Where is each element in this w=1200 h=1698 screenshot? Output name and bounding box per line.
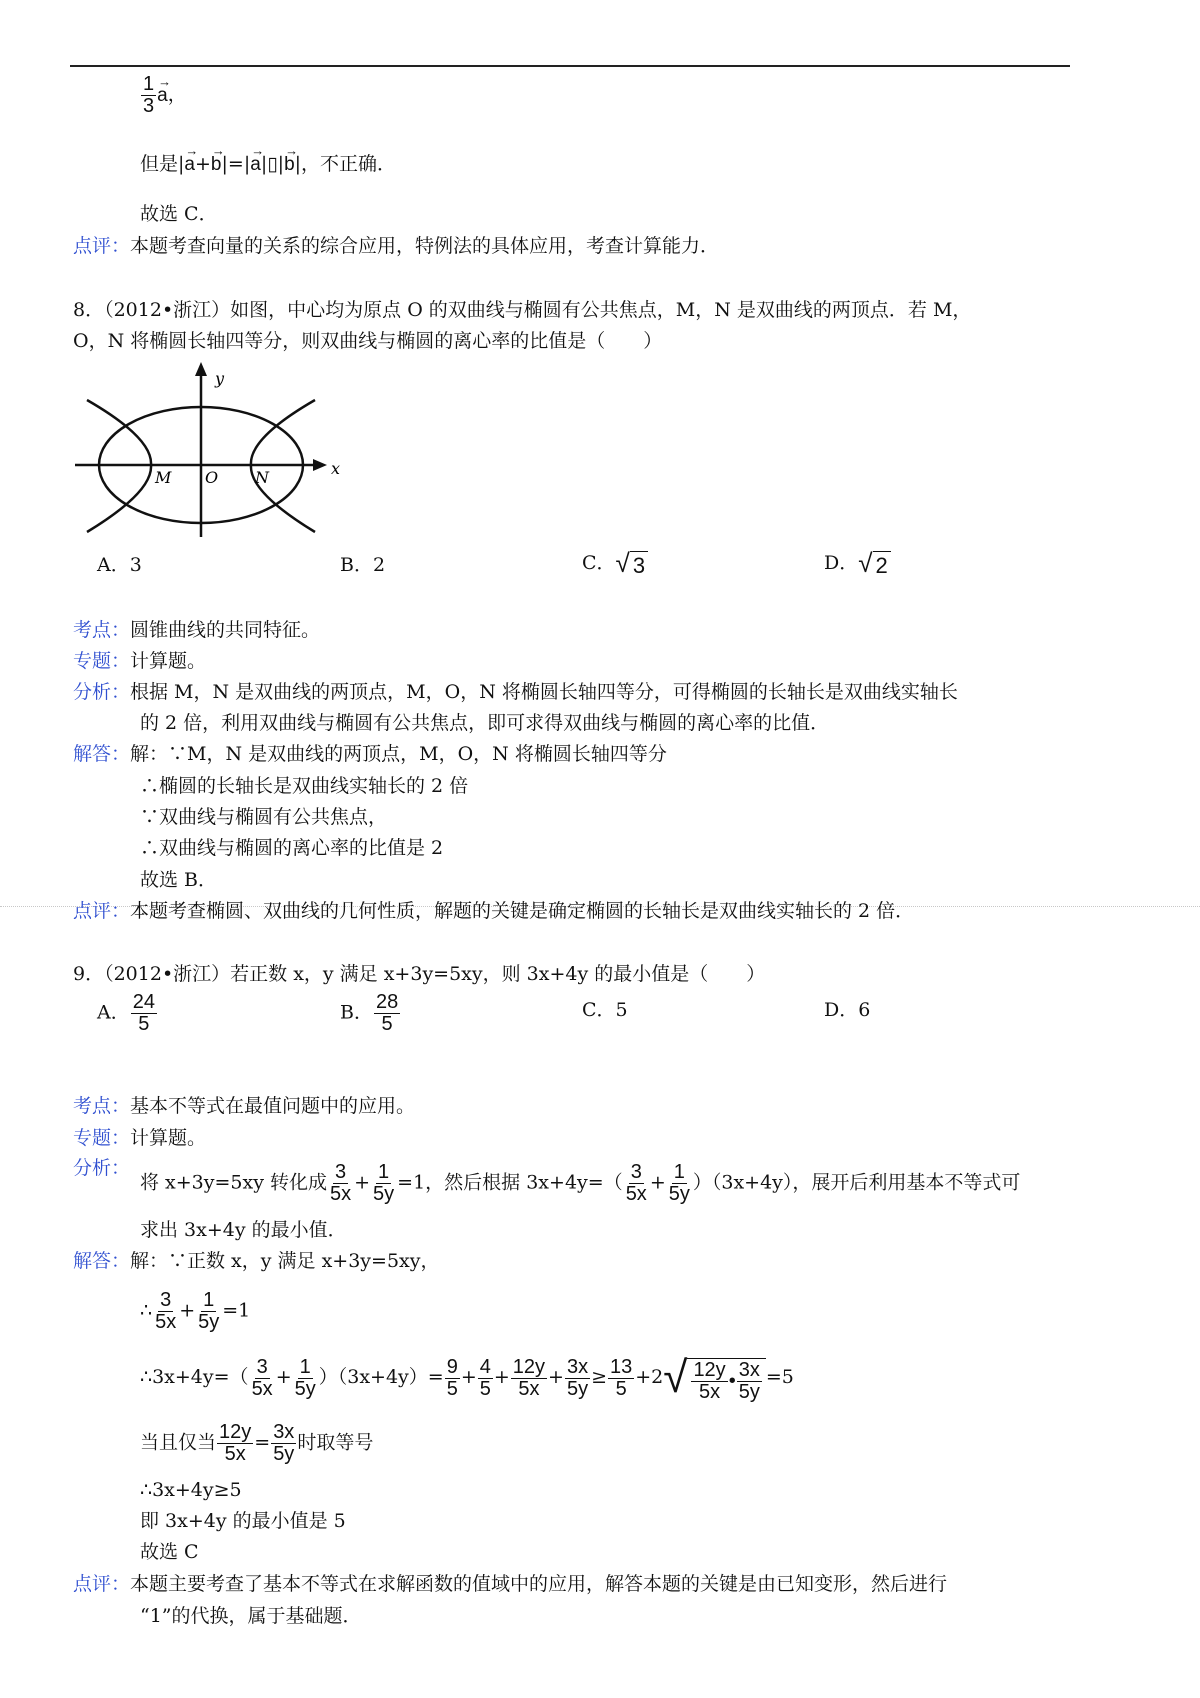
prev-review: 点评：本题考查向量的关系的综合应用，特例法的具体应用，考查计算能力．	[73, 235, 720, 257]
q9-dianping: 点评：本题主要考查了基本不等式在求解函数的值域中的应用，解答本题的关键是由已知变形，然后进行	[73, 1573, 948, 1595]
q9-jieda-2: ∴ $\frac{3}{5x}$ + $\frac{1}{5y}$ =1	[140, 1289, 251, 1333]
q9-fenxi-1: 将 x+3y=5xy 转化成 $\frac{3}{5x}$ + $\frac{1}{5y}$ =1，然后根据 3x+4y=（ $\frac{3}{5x}$ + $\frac{1}{5y}$ ）（3x+4y），展开后利用基本不等式可	[140, 1161, 1021, 1205]
fraction: $\frac{9}{5}$	[446, 1355, 458, 1400]
fraction: $\frac{28}{5}$	[375, 991, 399, 1035]
q9-jieda: 解答：解：∵正数 x，y 满足 x+3y=5xy，	[73, 1250, 440, 1272]
prev-fraction-line: $\frac{1}{3}$ → a，	[140, 74, 187, 117]
fraction: $\frac{12y}{5x}$	[693, 1359, 726, 1404]
q8-fenxi: 分析：根据 M，N 是双曲线的两顶点，M，O，N 将椭圆长轴四等分，可得椭圆的长轴长是双曲线实轴长	[73, 681, 958, 703]
q9-jieda-7: 故选 C	[140, 1541, 199, 1563]
fraction: $\frac{13}{5}$	[610, 1355, 633, 1400]
sqrt: √ 2	[858, 548, 891, 580]
header-rule	[70, 65, 1070, 67]
sqrt: √ 3	[616, 548, 649, 580]
q9-zhuanti: 专题：计算题。	[73, 1127, 207, 1149]
sqrt: √ $\frac{12y}{5x}$ • $\frac{3x}{5y}$	[663, 1352, 766, 1404]
m-label: M	[155, 468, 172, 487]
q8-stem-2: O，N 将椭圆长轴四等分，则双曲线与椭圆的离心率的比值是（ ）	[73, 330, 663, 352]
fraction: $\frac{3}{5x}$	[625, 1161, 647, 1205]
fraction: $\frac{1}{5y}$	[294, 1355, 316, 1400]
q9-jieda-5: ∴3x+4y≥5	[140, 1479, 242, 1501]
fraction: $\frac{12y}{5x}$	[512, 1355, 546, 1400]
vector-a: → a	[157, 84, 168, 108]
q9-jieda-4: 当且仅当 $\frac{12y}{5x}$ = $\frac{3x}{5y}$ 时取等号	[140, 1421, 374, 1465]
q9-jieda-6: 即 3x+4y 的最小值是 5	[140, 1510, 346, 1532]
fraction: $\frac{4}{5}$	[479, 1355, 491, 1400]
q8-fenxi-2: 的 2 倍，利用双曲线与椭圆有公共焦点，即可求得双曲线与椭圆的离心率的比值．	[140, 712, 830, 734]
fraction: $\frac{3}{5x}$	[251, 1355, 273, 1400]
fraction: $\frac{24}{5}$	[132, 991, 155, 1035]
q8-option-a: A．3	[97, 554, 142, 576]
q8-option-c: C． √ 3	[582, 548, 648, 580]
q8-kaodian: 考点：圆锥曲线的共同特征。	[73, 619, 321, 641]
fraction: $\frac{3}{5x}$	[155, 1289, 177, 1333]
q9-stem: 9．（2012•浙江）若正数 x，y 满足 x+3y=5xy，则 3x+4y 的最小值是（ ）	[73, 963, 766, 985]
q9-kaodian: 考点：基本不等式在最值问题中的应用。	[73, 1095, 416, 1117]
q8-zhuanti: 专题：计算题。	[73, 650, 207, 672]
q8-figure	[75, 362, 345, 542]
fraction: $\frac{1}{3}$	[143, 73, 155, 117]
q9-dianping-2: “1”的代换，属于基础题．	[140, 1605, 362, 1627]
q9-option-c: C．5	[582, 999, 628, 1021]
fraction: $\frac{3}{5x}$	[330, 1161, 352, 1205]
fraction: $\frac{3x}{5y}$	[738, 1359, 760, 1404]
fraction: $\frac{3x}{5y}$	[273, 1421, 295, 1465]
q8-jieda-4: ∴双曲线与椭圆的离心率的比值是 2	[140, 837, 444, 859]
fraction: $\frac{1}{5y}$	[198, 1289, 220, 1333]
prev-line-2: 但是|→ a+→ b|=|→ a|▯|→ b|，不正确．	[140, 152, 396, 177]
q8-jieda: 解答：解：∵M，N 是双曲线的两顶点，M，O，N 将椭圆长轴四等分	[73, 743, 667, 765]
y-label: y	[215, 369, 225, 388]
q8-option-b: B．2	[340, 554, 386, 576]
q8-dianping: 点评：本题考查椭圆、双曲线的几何性质，解题的关键是确定椭圆的长轴长是双曲线实轴长的 2 倍．	[73, 900, 915, 922]
fraction: $\frac{1}{5y}$	[668, 1161, 690, 1205]
q8-stem-1: 8．（2012•浙江）如图，中心均为原点 O 的双曲线与椭圆有公共焦点，M，N 是双曲线的两顶点．若 M，	[73, 299, 972, 321]
o-label: O	[205, 468, 219, 487]
n-label: N	[255, 468, 269, 487]
q8-jieda-5: 故选 B．	[140, 869, 218, 891]
q9-jieda-3: ∴3x+4y=（ $\frac{3}{5x}$ + $\frac{1}{5y}$ ）（3x+4y）= $\frac{9}{5}$ + $\frac{4}{5}$ + $\frac{12y}{5x}$ + $\frac{3x}{5y}$ ≥ $\frac{13}{5}$ +2 √ $\frac{12y}{5x}$ • $\frac{3x}{5y}$ =5	[140, 1353, 794, 1404]
x-axis-arrow	[313, 459, 327, 471]
fraction: $\frac{12y}{5x}$	[219, 1421, 252, 1465]
q9-option-a: A． $\frac{24}{5}$	[97, 991, 155, 1035]
q8-option-d: D． √ 2	[824, 548, 891, 580]
prev-line-3: 故选 C．	[140, 203, 218, 225]
label-review: 点评：	[73, 235, 131, 257]
q8-jieda-3: ∵双曲线与椭圆有公共焦点，	[140, 806, 388, 828]
fraction: $\frac{3x}{5y}$	[566, 1355, 589, 1400]
q9-option-b: B． $\frac{28}{5}$	[340, 991, 399, 1035]
x-label: x	[331, 459, 341, 478]
q9-fenxi-label: 分析：	[73, 1157, 131, 1179]
fraction: $\frac{1}{5y}$	[373, 1161, 395, 1205]
y-axis-arrow	[195, 362, 207, 376]
q8-jieda-2: ∴椭圆的长轴长是双曲线实轴长的 2 倍	[140, 775, 469, 797]
q9-option-d: D．6	[824, 999, 871, 1021]
q9-fenxi-2: 求出 3x+4y 的最小值．	[140, 1219, 347, 1241]
